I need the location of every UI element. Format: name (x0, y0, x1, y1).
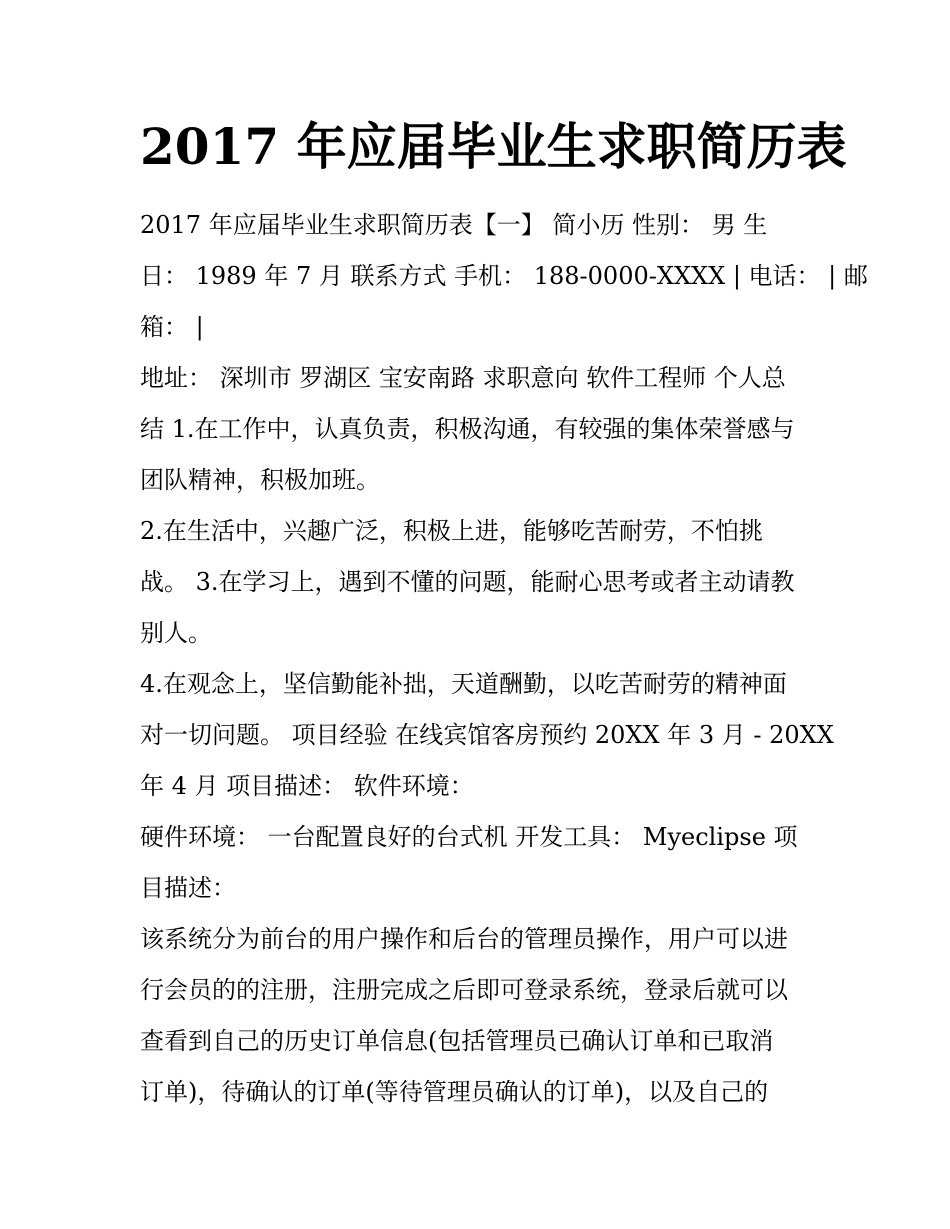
text-line: 战。 3.在学习上，遇到不懂的问题，能耐心思考或者主动请教 (140, 568, 795, 596)
text-line: 2017 年应届毕业生求职简历表【一】 简小历 性别： 男 生 (140, 211, 768, 239)
text-line: 对一切问题。 项目经验 在线宾馆客房预约 20XX 年 3 月 - 20XX (140, 721, 834, 749)
text-line: 别人。 (140, 619, 212, 647)
text-line: 2.在生活中，兴趣广泛，积极上进，能够吃苦耐劳，不怕挑 (140, 517, 763, 545)
text-line: 订单)，待确认的订单(等待管理员确认的订单)，以及自己的 (140, 1078, 769, 1106)
text-line: 4.在观念上，坚信勤能补拙，天道酬勤，以吃苦耐劳的精神面 (140, 670, 787, 698)
paragraph-address-summary (140, 353, 820, 506)
text-line: 团队精神，积极加班。 (140, 466, 380, 494)
text-line: 地址： 深圳市 罗湖区 宝安南路 求职意向 软件工程师 个人总 (140, 364, 786, 392)
text-line: 行会员的的注册，注册完成之后即可登录系统，登录后就可以 (140, 976, 788, 1004)
text-line: 目描述： (140, 874, 236, 902)
paragraph-environment (140, 812, 820, 914)
document-title: 2017 年应届毕业生求职简历表 (140, 117, 847, 176)
paragraph-system-description (140, 914, 820, 1118)
text-line: 日： 1989 年 7 月 联系方式 手机： 188-0000-XXXX | 电话： | 邮 (140, 262, 868, 290)
paragraph-basic-info (140, 200, 868, 353)
paragraph-life-study (140, 506, 820, 659)
text-line: 箱： | (140, 313, 204, 341)
document-body (140, 200, 868, 1118)
text-line: 年 4 月 项目描述： 软件环境： (140, 772, 474, 800)
text-line: 该系统分为前台的用户操作和后台的管理员操作，用户可以进 (140, 925, 788, 953)
paragraph-values-project (140, 659, 834, 812)
text-line: 查看到自己的历史订单信息(包括管理员已确认订单和已取消 (140, 1027, 774, 1055)
text-line: 结 1.在工作中，认真负责，积极沟通，有较强的集体荣誉感与 (140, 415, 795, 443)
text-line: 硬件环境： 一台配置良好的台式机 开发工具： Myeclipse 项 (140, 823, 798, 851)
